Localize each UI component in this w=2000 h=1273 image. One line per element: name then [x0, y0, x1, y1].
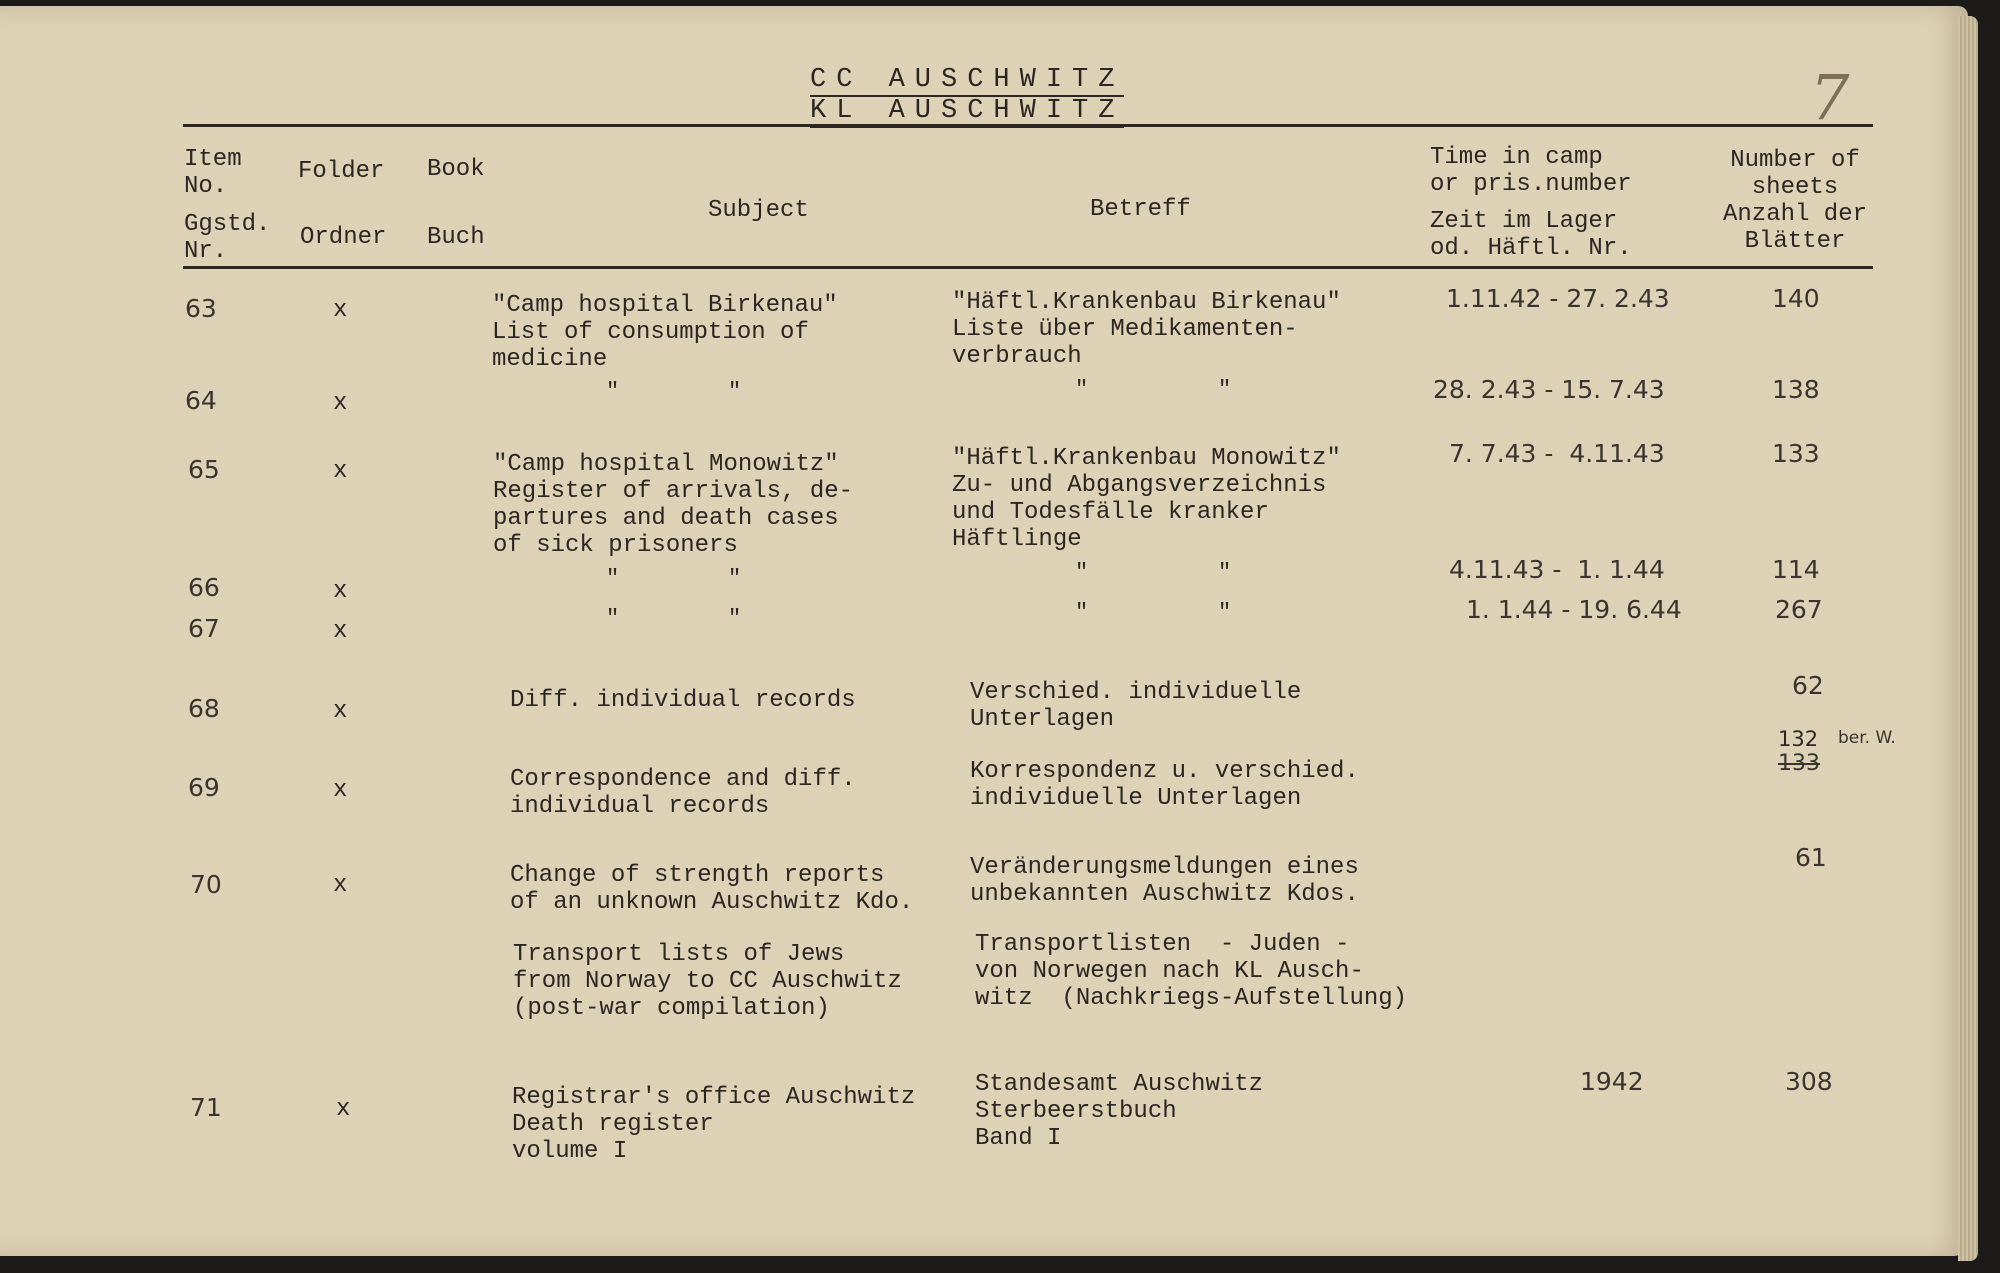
- row-67-subject-ditto: ": [728, 606, 742, 631]
- row-63-item: 63: [185, 294, 217, 323]
- row-64-subject-ditto: ": [728, 379, 742, 404]
- row-65-folder-mark: x: [333, 458, 348, 485]
- row-65-item: 65: [188, 455, 220, 484]
- header-betreff: Betreff: [1090, 196, 1191, 223]
- row-70b-betreff: Transportlisten - Juden - von Norwegen nach KL Ausch- witz (Nachkriegs-Aufstellung): [975, 931, 1408, 1012]
- row-71-betreff: Standesamt Auschwitz Sterbeerstbuch Band I: [975, 1071, 1264, 1152]
- header-time-in-camp: Time in camp or pris.number: [1430, 144, 1632, 198]
- row-70-item: 70: [190, 870, 222, 899]
- row-69-folder-mark: x: [333, 777, 348, 804]
- header-subject: Subject: [708, 197, 809, 224]
- header-book: Book: [427, 156, 485, 183]
- row-69-sheets-corrected: 132: [1778, 727, 1819, 751]
- header-time-in-camp-german: Zeit im Lager od. Häftl. Nr.: [1430, 208, 1632, 262]
- row-71-sheets: 308: [1785, 1067, 1833, 1096]
- row-68-subject: Diff. individual records: [510, 687, 856, 714]
- document-title: [810, 66, 1124, 128]
- header-bottom-rule: [183, 266, 1873, 269]
- row-68-folder-mark: x: [333, 698, 348, 725]
- row-71-item: 71: [190, 1093, 222, 1122]
- row-66-betreff-ditto: ": [1218, 560, 1232, 585]
- row-64-folder-mark: x: [333, 390, 348, 417]
- row-67-subject-ditto: ": [606, 606, 620, 631]
- row-63-sheets: 140: [1772, 284, 1820, 313]
- row-71-folder-mark: x: [336, 1096, 351, 1123]
- row-66-time: 4.11.43 - 1. 1.44: [1449, 555, 1665, 584]
- row-64-subject-ditto: ": [606, 379, 620, 404]
- row-66-item: 66: [188, 573, 220, 602]
- row-71-subject: Registrar's office Auschwitz Death register volume I: [512, 1084, 916, 1165]
- row-70-subject: Change of strength reports of an unknown Auschwitz Kdo.: [510, 862, 914, 916]
- row-64-item: 64: [185, 386, 217, 415]
- row-65-time: 7. 7.43 - 4.11.43: [1449, 439, 1665, 468]
- row-67-item: 67: [188, 614, 220, 643]
- row-69-correction-note: ber. W.: [1838, 728, 1896, 748]
- row-71-time: 1942: [1580, 1067, 1644, 1096]
- header-item-no: Item No.: [184, 146, 242, 200]
- document-page: [0, 6, 1968, 1256]
- row-63-folder-mark: x: [333, 297, 348, 324]
- row-63-betreff: "Häftl.Krankenbau Birkenau" Liste über Medikamenten- verbrauch: [952, 289, 1341, 370]
- row-67-betreff-ditto: ": [1075, 600, 1089, 625]
- row-64-betreff-ditto: ": [1218, 377, 1232, 402]
- page-number: 7: [1810, 61, 1850, 134]
- row-66-subject-ditto: ": [606, 566, 620, 591]
- header-book-german: Buch: [427, 224, 485, 251]
- row-70-betreff: Veränderungsmeldungen eines unbekannten Auschwitz Kdos.: [970, 854, 1359, 908]
- header-number-of-sheets: Number of sheets Anzahl der Blätter: [1722, 147, 1868, 255]
- row-65-subject: "Camp hospital Monowitz" Register of arrivals, de- partures and death cases of sick prisoners: [493, 451, 854, 559]
- row-70-sheets: 61: [1795, 843, 1827, 872]
- row-67-folder-mark: x: [333, 618, 348, 645]
- row-63-subject: "Camp hospital Birkenau" List of consumption of medicine: [492, 292, 838, 373]
- row-67-sheets: 267: [1775, 595, 1823, 624]
- row-70b-subject: Transport lists of Jews from Norway to CC Auschwitz (post-war compilation): [513, 941, 902, 1022]
- row-65-sheets: 133: [1772, 439, 1820, 468]
- row-66-folder-mark: x: [333, 578, 348, 605]
- title-line-german: KL AUSCHWITZ: [810, 96, 1125, 126]
- row-69-sheets-struck: 133: [1778, 751, 1820, 776]
- row-69-subject: Correspondence and diff. individual records: [510, 766, 856, 820]
- header-top-rule: [183, 124, 1873, 127]
- row-68-betreff: Verschied. individuelle Unterlagen: [970, 679, 1302, 733]
- title-line-english: CC AUSCHWITZ: [810, 65, 1125, 95]
- row-66-betreff-ditto: ": [1075, 560, 1089, 585]
- row-70-folder-mark: x: [333, 872, 348, 899]
- row-68-sheets: 62: [1792, 671, 1824, 700]
- row-65-betreff: "Häftl.Krankenbau Monowitz" Zu- und Abgangsverzeichnis und Todesfälle kranker Häftlinge: [952, 445, 1341, 553]
- row-69-betreff: Korrespondenz u. verschied. individuelle Unterlagen: [970, 758, 1359, 812]
- header-folder-german: Ordner: [300, 224, 387, 251]
- row-67-betreff-ditto: ": [1218, 600, 1232, 625]
- header-item-no-german: Ggstd. Nr.: [184, 211, 271, 265]
- row-63-time: 1.11.42 - 27. 2.43: [1446, 284, 1670, 313]
- row-64-sheets: 138: [1772, 375, 1820, 404]
- row-64-betreff-ditto: ": [1075, 377, 1089, 402]
- row-69-item: 69: [188, 773, 220, 802]
- row-66-sheets: 114: [1772, 555, 1820, 584]
- row-68-item: 68: [188, 694, 220, 723]
- header-folder: Folder: [298, 158, 385, 185]
- row-67-time: 1. 1.44 - 19. 6.44: [1466, 595, 1682, 624]
- page-stack-edge: [1958, 16, 1978, 1261]
- row-66-subject-ditto: ": [728, 566, 742, 591]
- row-64-time: 28. 2.43 - 15. 7.43: [1433, 375, 1665, 404]
